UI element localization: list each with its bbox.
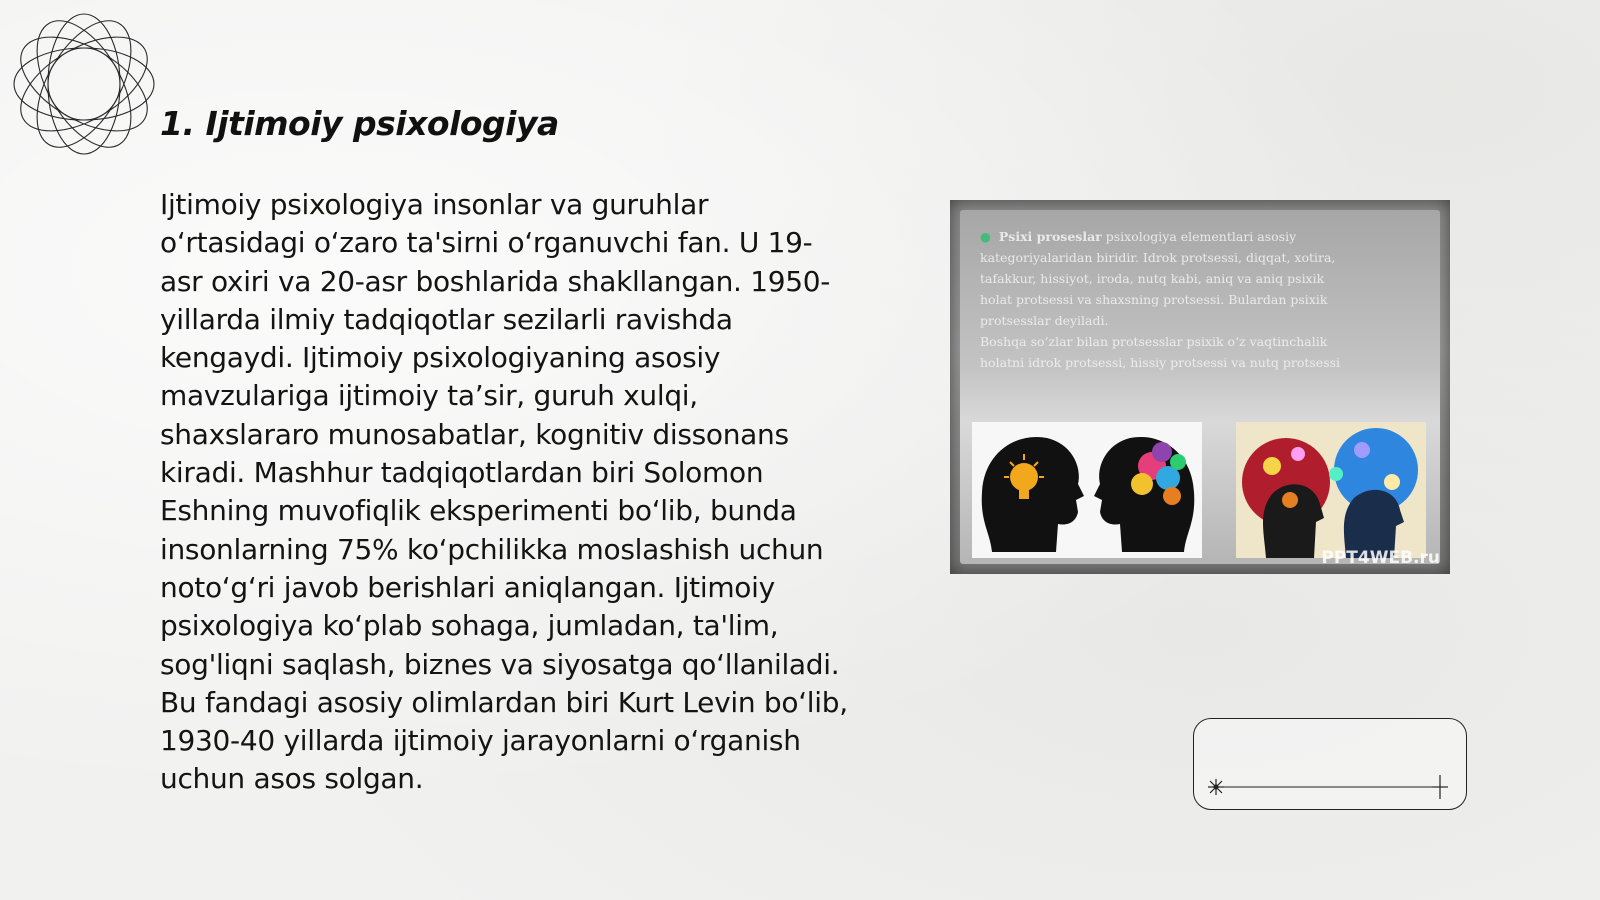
image-caption-line: holat protsessi va shaxsning protsessi. Bulardan psixik — [980, 292, 1328, 307]
image-caption-line: holatni idrok protsessi, hissiy protsessi va nutq protsessi — [980, 355, 1341, 370]
image-caption-line: Boshqa so‘zlar bilan protsesslar psixik o‘z vaqtinchalik — [980, 334, 1328, 349]
image-caption — [980, 226, 1410, 373]
embedded-slide-image — [950, 200, 1450, 574]
decorative-circles-icon — [10, 10, 158, 158]
image-caption-line: psixologiya elementlari asosiy — [1105, 229, 1297, 244]
decorative-rounded-box — [1193, 718, 1467, 810]
colorful-heads-illustration — [1236, 422, 1426, 558]
slide-body-text: Ijtimoiy psixologiya insonlar va guruhlar o‘rtasidagi o‘zaro ta'sirni o‘rganuvchi fan. U 19-asr oxiri va 20-asr boshlarida shakllangan. 1950-yillarda ilmiy tadqiqotlar sezilarli ravishda kengaydi. Ijtimoiy psixologiyaning asosiy mavzulariga ijtimoiy ta’sir, guruh xulqi, shaxslararo munosabatlar, kognitiv dissonans kiradi. Mashhur tadqiqotlardan biri Solomon Eshning muvofiqlik eksperimenti bo‘lib, bunda insonlarning 75% ko‘pchilikka moslashish uchun noto‘g‘ri javob berishlari aniqlangan. Ijtimoiy psixologiya ko‘plab sohaga, jumladan, ta'lim, sog'liqni saqlash, biznes va siyosatga qo‘llaniladi. Bu fandagi asosiy olimlardan biri Kurt Levin bo‘lib, 1930-40 yillarda ijtimoiy jarayonlarni o‘rganish uchun asos solgan. — [160, 188, 848, 796]
image-caption-line: protsesslar deyiladi. — [980, 313, 1109, 328]
green-bullet-icon: ● — [980, 229, 991, 244]
image-caption-line: tafakkur, hissiyot, iroda, nutq kabi, aniq va aniq psixik — [980, 271, 1325, 286]
image-heading: Psixi proseslar — [998, 229, 1102, 244]
line-with-stars-icon — [1194, 719, 1466, 809]
image-caption-line: kategoriyalaridan biridir. Idrok protsessi, diqqat, xotira, — [980, 250, 1336, 265]
head-silhouettes-illustration — [972, 422, 1202, 558]
slide-title: 1. Ijtimoiy psixologiya — [160, 104, 559, 143]
image-watermark: PPT4WEB.ru — [1321, 548, 1440, 568]
